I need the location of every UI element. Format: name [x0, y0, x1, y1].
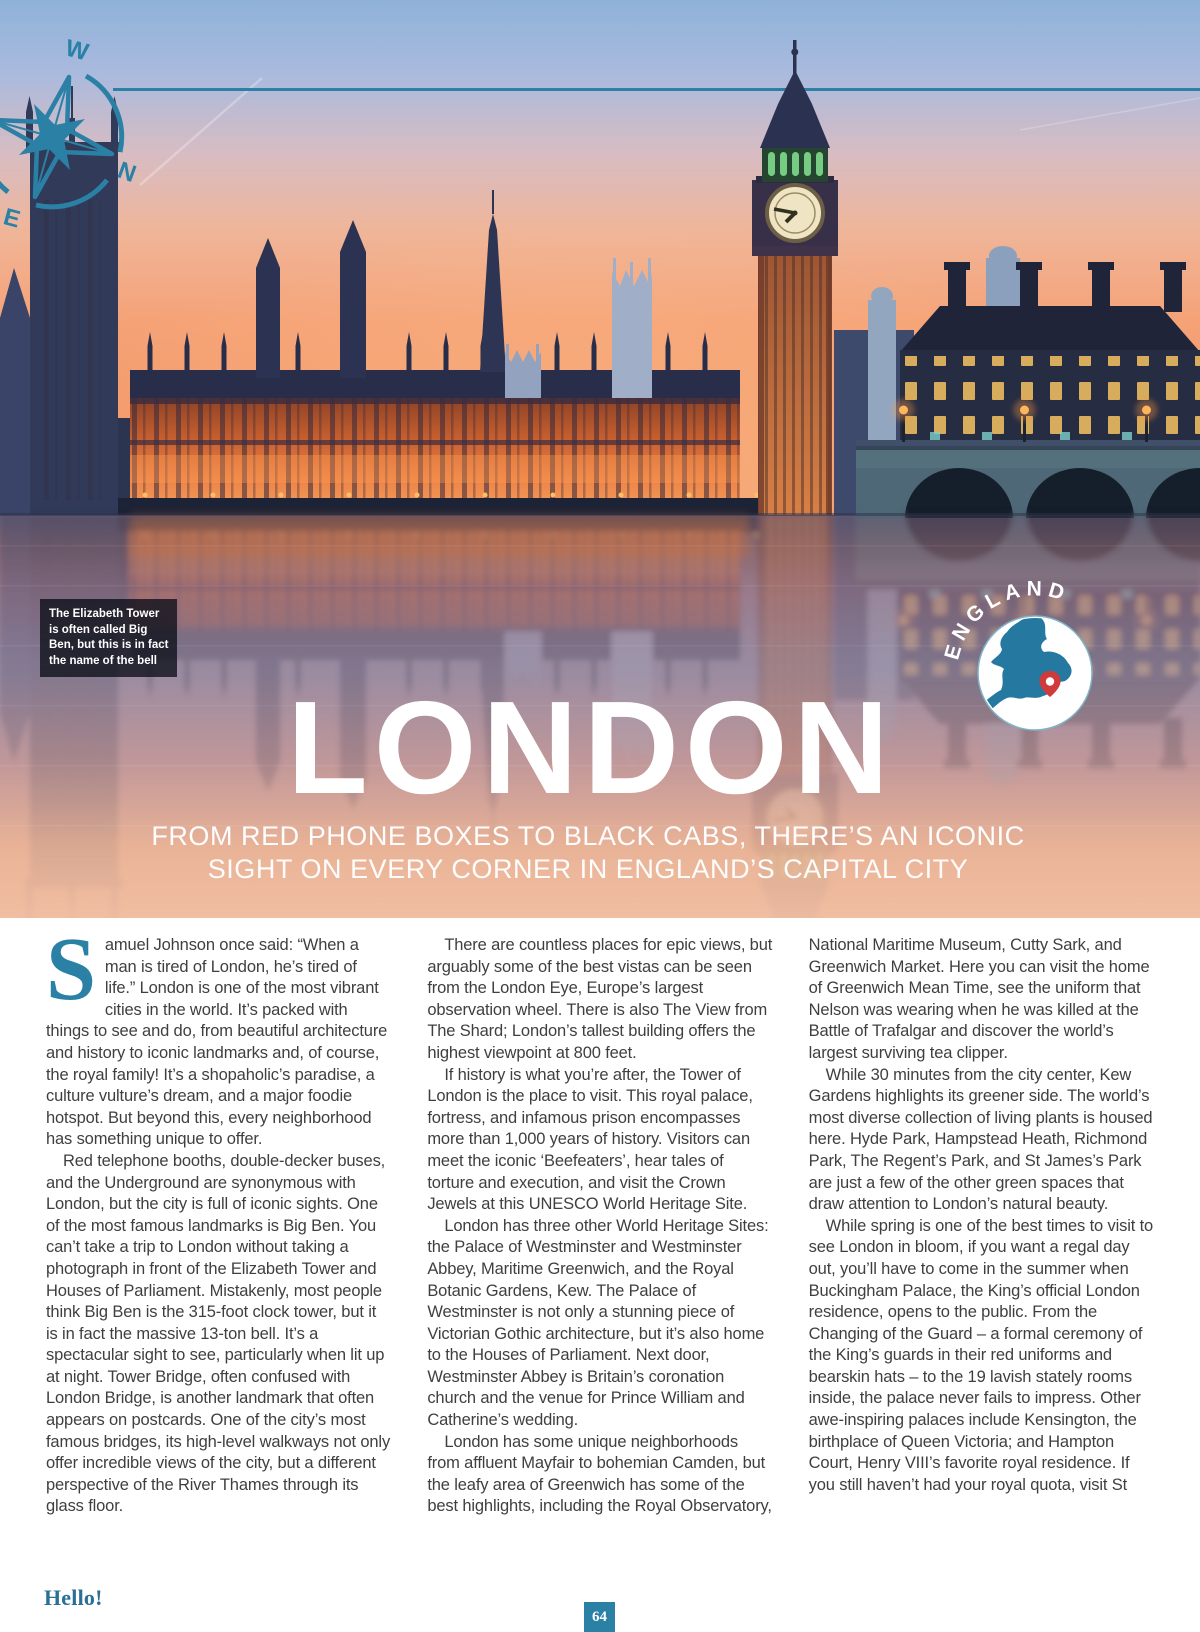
- paragraph: Red telephone booths, double-decker buses, and the Underground are synonymous with London, but the city is full of iconic sights. One of the most famous landmarks is Big Ben. You can’t take a trip to London without taking a photograph in front of the Elizabeth Tower and Houses of Parliament. Mistakenly, most people think Big Ben is the 315-foot clock tower, but it is in fact the massive 13-ton bell. It’s a spectacular sight to see, particularly when lit up at night. Tower Bridge, often confused with London Bridge, is another landmark that often appears on postcards. One of the city’s most famous bridges, its high-level walkways not only offer incredible views of the city, but a different perspective of the River Thames through its glass floor.: [46, 1151, 391, 1516]
- badge-label: ENGLAND: [940, 577, 1073, 663]
- subtitle-line: FROM RED PHONE BOXES TO BLACK CABS, THERE’S AN ICONIC: [151, 821, 1025, 851]
- caption-line: Ben, but this is in fact: [49, 639, 169, 651]
- paragraph-text: amuel Johnson once said: “When a man is tired of London, he’s tired of life.” London is one of the most vibrant cities in the world. It’s packed with things to see and do, from beautiful architecture and history to iconic landmarks and, of course, the royal family! It’s a shopaholic’s paradise, a culture vulture’s dream, and a major foodie hotspot. But beyond this, every neighborhood has something unique to offer.: [46, 936, 388, 1149]
- caption-line: The Elizabeth Tower: [49, 608, 160, 620]
- top-rule: [113, 88, 1200, 91]
- paragraph: While 30 minutes from the city center, Kew Gardens highlights its greener side. The world’s most diverse collection of living plants is housed here. Hyde Park, Hampstead Heath, Richmond Park, The Regent’s Park, and St James’s Park are just a few of the other green spaces that draw attention to London’s natural beauty.: [808, 1065, 1153, 1214]
- article-column-3: [809, 935, 1154, 1518]
- drop-cap: S: [46, 920, 96, 1019]
- photo-caption: [40, 599, 177, 677]
- paragraph: If history is what you’re after, the Tower of London is the place to visit. This royal palace, fortress, and infamous prison encompasses more than 1,000 years of history. Visitors can meet the iconic ‘Beefeaters’, hear tales of torture and execution, and visit the Crown Jewels at this UNESCO World Heritage Site.: [427, 1065, 753, 1214]
- clock-face: [767, 185, 823, 241]
- parliament-facade: [130, 398, 740, 515]
- article-body: [0, 920, 1200, 1518]
- westminster-bridge: [856, 399, 1200, 518]
- compass-e: E: [0, 203, 24, 234]
- paragraph: There are countless places for epic views, but arguably some of the best vistas can be seen from the London Eye, Europe’s largest observation wheel. There is also The View from The Shard; London’s tallest building offers the highest viewpoint at 800 feet.: [427, 936, 773, 1062]
- article-column-1: [46, 920, 391, 1518]
- caption-line: is often called Big: [49, 623, 148, 636]
- paragraph: National Maritime Museum, Cutty Sark, and Greenwich Market. Here you can visit the home of Greenwich Mean Time, see the uniform that Nelson was wearing when he was killed at the Battle of Trafalgar and discover the world’s largest surviving tea clipper.: [808, 936, 1150, 1062]
- subtitle-line: SIGHT ON EVERY CORNER IN ENGLAND’S CAPITAL CITY: [207, 854, 969, 884]
- compass-w: W: [62, 34, 92, 67]
- compass-n: N: [114, 156, 140, 189]
- paragraph: London has three other World Heritage Sites: the Palace of Westminster and Westminster Abbey, Maritime Greenwich, and the Royal Botanic Gardens, Kew. The Palace of Westminster is not only a stunning piece of Victorian Gothic architecture, but it’s also home to the Houses of Parliament. Next door, Westminster Abbey is Britain’s coronation church and the venue for Prince William and Catherine’s wedding.: [427, 1216, 769, 1430]
- caption-line: the name of the bell: [49, 654, 157, 667]
- article-column-2: [427, 935, 772, 1518]
- paragraph: London has some unique neighborhoods from affluent Mayfair to bohemian Camden, but the leafy area of Greenwich has some of the best highlights, including the Royal Observatory,: [427, 1432, 772, 1516]
- headline-block: [0, 674, 1176, 886]
- page-title: LONDON: [287, 674, 895, 821]
- paragraph: [46, 920, 391, 1151]
- magazine-logo: Hello!: [44, 1585, 103, 1610]
- page-number: 64: [584, 1602, 615, 1632]
- compass-rose-icon: [0, 0, 240, 250]
- paragraph: While spring is one of the best times to visit to see London in bloom, if you want a regal day out, you’ll have to come in the summer when Buckingham Palace, the King’s official London residence, opens to the public. From the Changing of the Guard – a formal ceremony of the King’s guards in their red uniforms and bearskin hats – to the 19 lavish stately rooms inside, the palace never fails to impress. Other awe-inspiring palaces include Kensington, the birthplace of Queen Victoria; and Hampton Court, Henry VIII’s favorite royal residence. If you still haven’t had your royal quota, visit St: [808, 1216, 1154, 1494]
